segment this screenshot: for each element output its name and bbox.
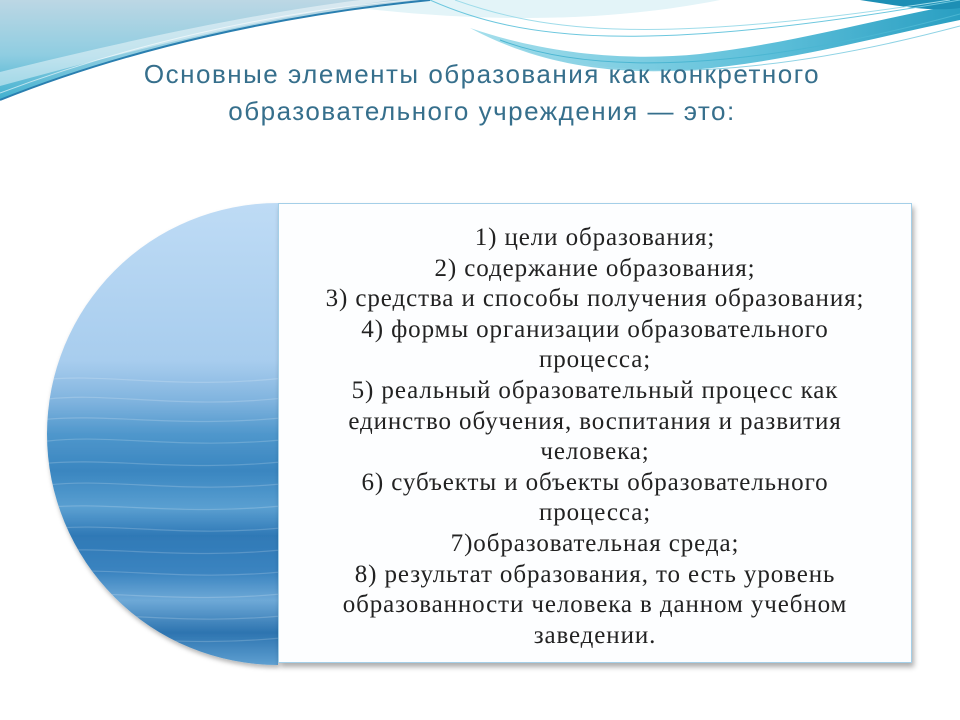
- list-item-3: 3) средства и способы получения образования;: [325, 285, 865, 313]
- half-circle-decoration: [40, 203, 300, 665]
- list-item-7: 7)образовательная среда;: [450, 529, 740, 557]
- list-item-4: 4) формы организации образовательного процесса;: [361, 315, 829, 374]
- slide-title: Основные элементы образования как конкретного образовательного учреждения — это:: [143, 59, 821, 126]
- list-item-8: 8) результат образования, то есть уровень образованности человека в данном учебном заведении.: [342, 560, 848, 649]
- list-item-1: 1) цели образования;: [474, 224, 716, 251]
- list-item-6: 6) субъекты и объекты образовательного процесса;: [361, 468, 829, 527]
- content-box: [278, 203, 912, 663]
- list-item-5: 5) реальный образовательный процесс как единство обучения, воспитания и развития человека;: [348, 376, 842, 466]
- element-list: [279, 223, 911, 651]
- list-item-2: 2) содержание образования;: [434, 254, 756, 282]
